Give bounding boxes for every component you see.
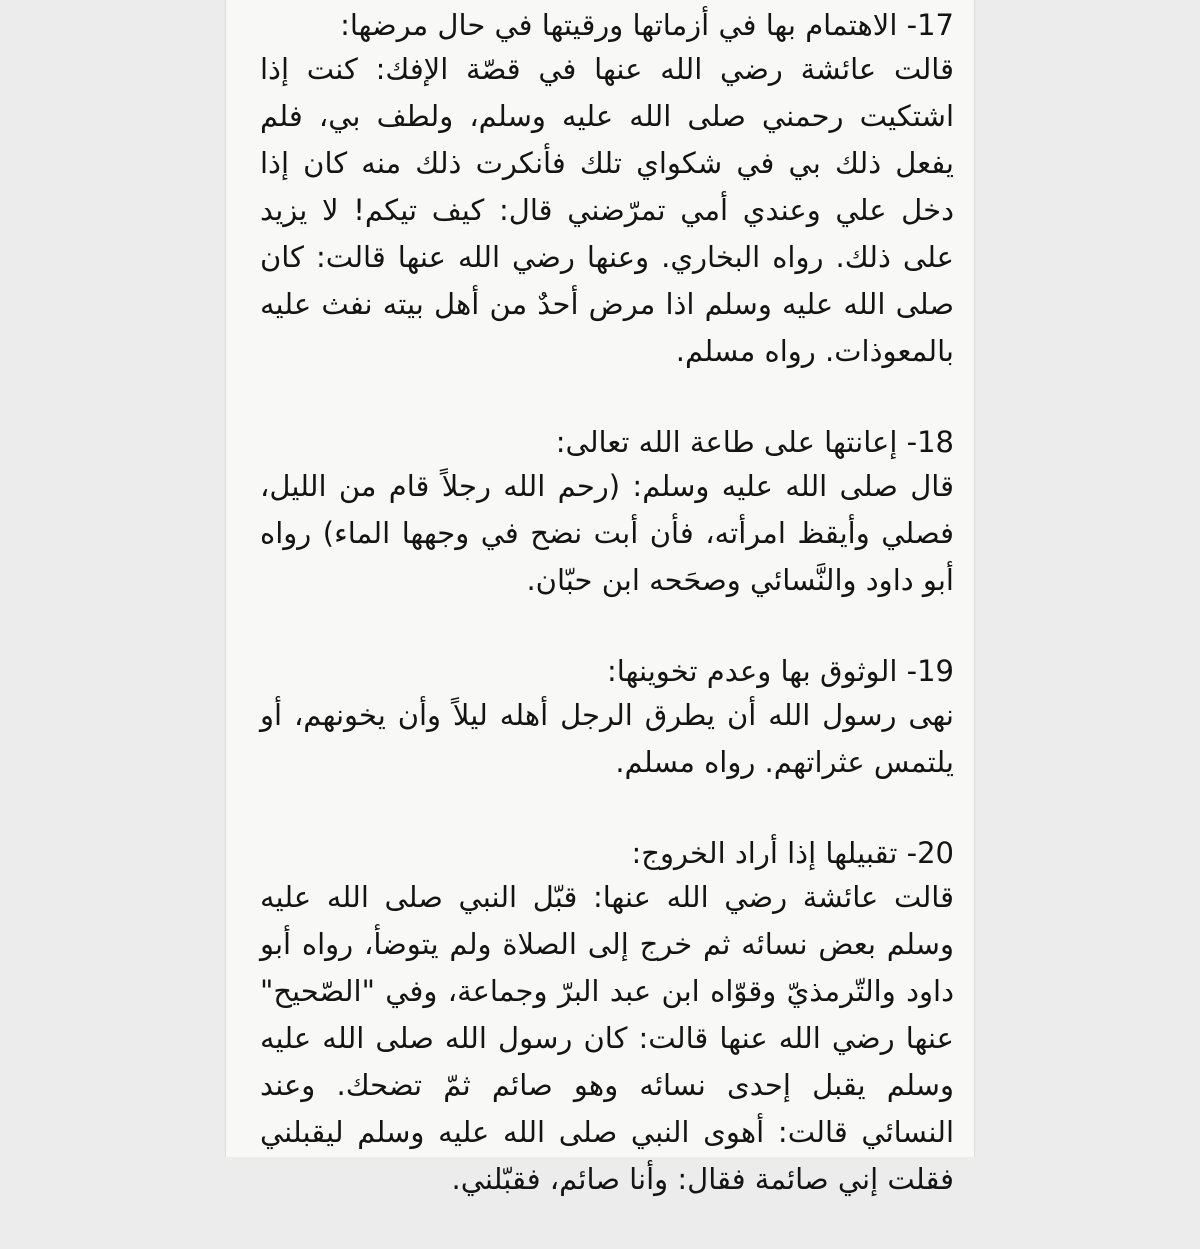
section-title: 17- الاهتمام بها في أزماتها ورقيتها في حال مرضها: xyxy=(340,8,954,42)
document-content xyxy=(260,4,954,1249)
section-heading: إعانتها على طاعة الله تعالى: xyxy=(555,425,898,459)
section-20 xyxy=(260,832,954,1203)
section-title: 19- الوثوق بها وعدم تخوينها: xyxy=(606,654,954,688)
section-number: 17 xyxy=(917,8,954,42)
section-19 xyxy=(260,650,954,786)
section-17 xyxy=(260,4,954,375)
document-page xyxy=(225,0,975,1196)
section-body: نهى رسول الله أن يطرق الرجل أهله ليلاً وأن يخونهم، أو يلتمس عثراتهم. رواه مسلم. xyxy=(260,698,954,779)
section-heading: الوثوق بها وعدم تخوينها: xyxy=(606,654,898,688)
section-body: قال صلى الله عليه وسلم: (رحم الله رجلاً قام من الليل، فصلي وأيقظ امرأته، فأن أبت نضح في وجهها الماء) رواه أبو داود والنَّسائي وصحَحه ابن حبّان. xyxy=(260,469,954,597)
section-heading: تقبيلها إذا أراد الخروج: xyxy=(631,836,898,870)
section-heading: الاهتمام بها في أزماتها ورقيتها في حال مرضها: xyxy=(340,8,898,42)
section-title: 18- إعانتها على طاعة الله تعالى: xyxy=(555,425,954,459)
section-number: 19 xyxy=(917,654,954,688)
section-body: قالت عائشة رضي الله عنها في قصّة الإفك: كنت إذا اشتكيت رحمني صلى الله عليه وسلم، ولطف بي، فلم يفعل ذلك بي في شكواي تلك فأنكرت ذلك منه كان إذا دخل علي وعندي أمي تمرّضني قال: كيف تيكم! لا يزيد على ذلك. رواه البخاري. وعنها رضي الله عنها قالت: كان صلى الله عليه وسلم اذا مرض أحدٌ من أهل بيته نفث عليه بالمعوذات. رواه مسلم. xyxy=(260,52,954,368)
section-body: قالت عائشة رضي الله عنها: قبّل النبي صلى الله عليه وسلم بعض نسائه ثم خرج إلى الصلاة ولم يتوضأ، رواه أبو داود والتّرمذيّ وقوّاه ابن عبد البرّ وجماعة، وفي "الصّحيح" عنها رضي الله عنها قالت: كان رسول الله صلى الله عليه وسلم يقبل إحدى نسائه وهو صائم ثمّ تضحك. وعند النسائي قالت: أهوى النبي صلى الله عليه وسلم ليقبلني فقلت إني صائمة فقال: وأنا صائم، فقبّلني. xyxy=(260,880,954,1196)
section-18 xyxy=(260,421,954,604)
section-number: 20 xyxy=(917,836,954,870)
section-title: 20- تقبيلها إذا أراد الخروج: xyxy=(631,836,954,870)
section-number: 18 xyxy=(917,425,954,459)
